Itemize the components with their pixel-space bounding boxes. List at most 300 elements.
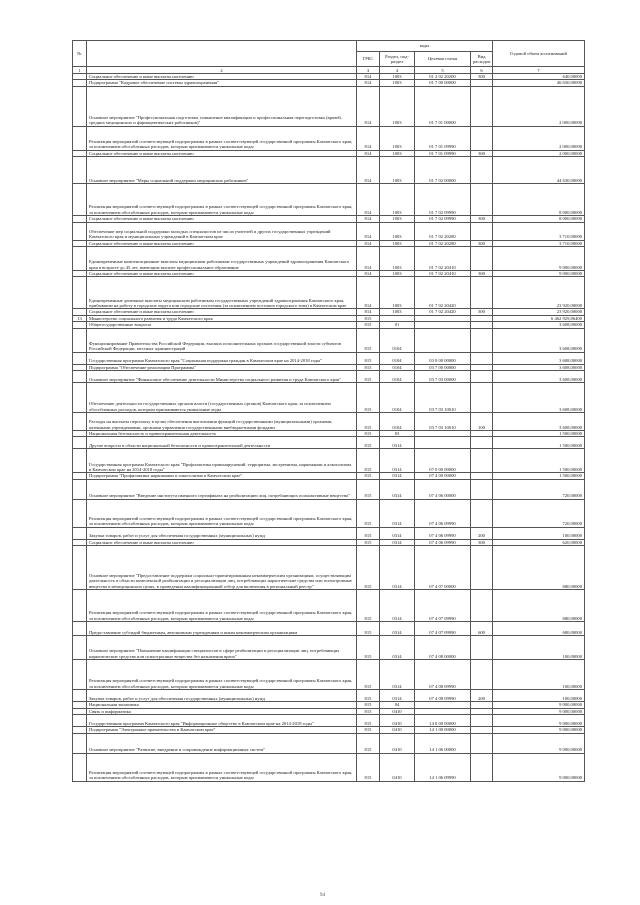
row-description: Государственная программа Камчатского края "Профилактика правонарушений, терроризма, экстремизма, наркомании и алкоголизма в Камчатском крае на 2014-2018 годы" — [87, 449, 357, 473]
section-code: 0410 — [380, 715, 415, 727]
section-code: 0314 — [380, 449, 415, 473]
annual-volume: 1 500,00000 — [493, 449, 585, 473]
target-article-code: 01 2 02 20200 — [415, 74, 471, 80]
annual-volume: 720,00000 — [493, 499, 585, 527]
expense-type-code — [471, 277, 493, 309]
column-number: 2 — [87, 67, 357, 74]
budget-table — [72, 40, 585, 782]
row-number — [73, 371, 87, 383]
section-code: 0314 — [380, 499, 415, 527]
table-row — [73, 184, 585, 216]
section-code: 0314 — [380, 590, 415, 622]
section-code: 0314 — [380, 437, 415, 449]
target-article-code: 01 7 02 20280 — [415, 222, 471, 240]
target-article-code: 03 7 03 00000 — [415, 371, 471, 383]
row-description: Обеспечение мер социальной поддержки молодых специалистов из числа учителей и других государственных учреждений Камчатского края и муниципальных учреждений в Камчатском крае — [87, 222, 357, 240]
row-number — [73, 247, 87, 271]
target-article-code: 07 4 06 09990 — [415, 499, 471, 527]
expense-type-code: 200 — [471, 527, 493, 539]
row-description: Подпрограмма "Электронное правительство в Камчатском крае" — [87, 727, 357, 733]
row-description: Закупка товаров, работ и услуг для обеспечения государственных (муниципальных) нужд — [87, 690, 357, 702]
grbs-code: 815 — [357, 371, 380, 383]
annual-volume: 9 000,00000 — [493, 702, 585, 708]
expense-type-code — [471, 449, 493, 473]
table-row — [73, 352, 585, 364]
grbs-code: 815 — [357, 449, 380, 473]
section-code: 0104 — [380, 371, 415, 383]
expense-type-code: 300 — [471, 216, 493, 222]
annual-volume: 9 000,00000 — [493, 271, 585, 277]
target-article-code: 07 4 07 00000 — [415, 546, 471, 590]
column-number: 3 — [357, 67, 380, 74]
table-row — [73, 590, 585, 622]
annual-volume: 3 608,00000 — [493, 352, 585, 364]
column-numbers-row — [73, 67, 585, 74]
expense-type-code — [471, 753, 493, 781]
target-article-code: 01 7 01 00000 — [415, 86, 471, 126]
annual-volume: 8 000,00000 — [493, 216, 585, 222]
section-code: 1003 — [380, 247, 415, 271]
row-number — [73, 328, 87, 352]
row-number — [73, 413, 87, 431]
grbs-code: 815 — [357, 352, 380, 364]
expense-type-code — [471, 352, 493, 364]
target-article-code: 01 7 01 09990 — [415, 150, 471, 156]
annual-volume: 8 000,00000 — [493, 184, 585, 216]
table-row — [73, 437, 585, 449]
grbs-code: 815 — [357, 733, 380, 753]
grbs-code: 814 — [357, 86, 380, 126]
table-row — [73, 126, 585, 150]
row-description: Закупка товаров, работ и услуг для обеспечения государственных (муниципальных) нужд — [87, 527, 357, 539]
annual-volume: 1 500,00000 — [493, 473, 585, 479]
annual-volume: 100,00000 — [493, 660, 585, 690]
section-code: 1003 — [380, 240, 415, 246]
target-article-code: 07 4 08 00000 — [415, 636, 471, 660]
row-number — [73, 636, 87, 660]
table-body — [73, 74, 585, 782]
annual-volume: 3 608,00000 — [493, 328, 585, 352]
table-row — [73, 479, 585, 499]
table-row — [73, 157, 585, 184]
grbs-code: 815 — [357, 590, 380, 622]
expense-type-code: 300 — [471, 240, 493, 246]
grbs-code: 815 — [357, 413, 380, 431]
section-code: 0104 — [380, 413, 415, 431]
table-row — [73, 753, 585, 781]
expense-type-column-header: Вид расходов — [471, 52, 493, 67]
annual-volume: 3 608,00000 — [493, 413, 585, 431]
row-description: Основное мероприятие "Повышение квалификации специалистов в сфере реабилитации и ресоциализации лиц, потребляющих наркотические средства или психотропные вещества без назначения врача" — [87, 636, 357, 660]
target-article-code: 01 7 02 20420 — [415, 277, 471, 309]
row-description: Единовременные компенсационные выплаты медицинским работникам государственных учреждений здравоохранения Камчатского края в возрасте до 45 лет, имеющим высшее профессиональное образование — [87, 247, 357, 271]
expense-type-code — [471, 636, 493, 660]
grbs-code: 814 — [357, 247, 380, 271]
grbs-code: 815 — [357, 473, 380, 479]
grbs-code: 815 — [357, 527, 380, 539]
row-number — [73, 499, 87, 527]
row-description: Реализация мероприятий соответствующей подпрограммы в рамках соответствующей государственной программы Камчатского края, за исключением обособленных расходов, которым присваиваются уникальные коды — [87, 126, 357, 150]
section-code: 0410 — [380, 733, 415, 753]
annual-volume: 3 710,00000 — [493, 240, 585, 246]
annual-volume: 44 630,00000 — [493, 157, 585, 184]
grbs-code: 815 — [357, 546, 380, 590]
row-number — [73, 86, 87, 126]
grbs-code: 814 — [357, 157, 380, 184]
row-number — [73, 126, 87, 150]
table-row — [73, 222, 585, 240]
table-row — [73, 636, 585, 660]
table-row — [73, 715, 585, 727]
table-row — [73, 247, 585, 271]
target-article-code: 14 1 06 09990 — [415, 753, 471, 781]
target-article-code: 01 7 02 20280 — [415, 240, 471, 246]
annual-volume: 2 000,00000 — [493, 126, 585, 150]
row-number — [73, 437, 87, 449]
expense-type-code — [471, 546, 493, 590]
expense-type-code — [471, 222, 493, 240]
section-code: 0410 — [380, 708, 415, 714]
section-code: 0314 — [380, 546, 415, 590]
annual-volume: 2 000,00000 — [493, 86, 585, 126]
grbs-code: 814 — [357, 309, 380, 315]
grbs-code: 815 — [357, 539, 380, 545]
annual-volume: 46 630,00000 — [493, 80, 585, 86]
annual-volume: 680,00000 — [493, 590, 585, 622]
row-number — [73, 184, 87, 216]
section-code: 01 — [380, 322, 415, 328]
annual-volume: 3 608,00000 — [493, 364, 585, 370]
section-code: 1003 — [380, 126, 415, 150]
table-row — [73, 690, 585, 702]
grbs-code: 815 — [357, 437, 380, 449]
annual-volume: 3 608,00000 — [493, 383, 585, 413]
target-article-code: 07 4 06 09990 — [415, 527, 471, 539]
section-code: 1003 — [380, 157, 415, 184]
section-code: 0314 — [380, 690, 415, 702]
expense-type-code: 600 — [471, 622, 493, 636]
annual-volume: 1 500,00000 — [493, 437, 585, 449]
grbs-code: 815 — [357, 753, 380, 781]
table-row — [73, 499, 585, 527]
row-description: Реализация мероприятий соответствующей подпрограммы в рамках соответствующей государственной программы Камчатского края, за исключением обособленных расходов, которым присваиваются уникальные коды — [87, 660, 357, 690]
expense-type-code — [471, 371, 493, 383]
section-code: 0314 — [380, 636, 415, 660]
grbs-column-header: ГРБС — [357, 52, 380, 67]
target-article-code: 07 4 07 09990 — [415, 622, 471, 636]
row-description: Связь и информатика — [87, 708, 357, 714]
column-number: 4 — [380, 67, 415, 74]
grbs-code: 815 — [357, 622, 380, 636]
table-row — [73, 413, 585, 431]
row-description: Министерство социального развития и труда Камчатского края — [87, 315, 357, 321]
section-code: 1003 — [380, 184, 415, 216]
table-row — [73, 527, 585, 539]
target-article-code — [415, 328, 471, 352]
row-number — [73, 715, 87, 727]
section-code: 1003 — [380, 222, 415, 240]
section-code: 1003 — [380, 150, 415, 156]
target-article-code: 07 4 08 09990 — [415, 660, 471, 690]
section-code: 0104 — [380, 328, 415, 352]
row-description: Реализация мероприятий соответствующей подпрограммы в рамках соответствующей государственной программы Камчатского края, за исключением обособленных расходов, которым присваиваются уникальные коды — [87, 499, 357, 527]
grbs-code: 815 — [357, 499, 380, 527]
grbs-code: 815 — [357, 383, 380, 413]
row-description: Предоставление субсидий бюджетным, автономным учреждениям и иным некоммерческим организациям — [87, 622, 357, 636]
annual-volume: 9 000,00000 — [493, 708, 585, 714]
annual-volume: 9 000,00000 — [493, 247, 585, 271]
row-description: Социальное обеспечение и иные выплаты населению — [87, 271, 357, 277]
section-code: 0410 — [380, 727, 415, 733]
annual-volume: 3 710,00000 — [493, 222, 585, 240]
grbs-code: 815 — [357, 479, 380, 499]
expense-type-code — [471, 499, 493, 527]
row-number — [73, 690, 87, 702]
annual-volume: 1 500,00000 — [493, 431, 585, 437]
section-code: 1003 — [380, 80, 415, 86]
row-number — [73, 157, 87, 184]
target-article-code: 07 4 07 09990 — [415, 590, 471, 622]
row-description: Основное мероприятие "Предоставление поддержки социально-ориентированным некоммерческим организациям, осуществляющим деятельность в области комплексной реабилитации и ресоциализации лиц, потребляющих наркотические средства или психотропные вещества в немедицинских целях, в проведении квалификационный отбор для включения в региональный реестр" — [87, 546, 357, 590]
target-article-code: 03 0 00 00000 — [415, 352, 471, 364]
expense-type-code: 300 — [471, 271, 493, 277]
row-description: Социальное обеспечение и иные выплаты населению — [87, 309, 357, 315]
expense-type-code — [471, 86, 493, 126]
annual-volume: 720,00000 — [493, 479, 585, 499]
section-code: 1003 — [380, 216, 415, 222]
row-description: Подпрограмма "Кадровое обеспечение системы здравоохранения" — [87, 80, 357, 86]
section-code: 1003 — [380, 74, 415, 80]
section-code: 0410 — [380, 753, 415, 781]
grbs-code: 815 — [357, 431, 380, 437]
section-code: 0104 — [380, 364, 415, 370]
codes-group-header: коды — [357, 41, 493, 52]
annual-volume: 2 000,00000 — [493, 150, 585, 156]
row-number — [73, 479, 87, 499]
table-row — [73, 546, 585, 590]
grbs-code: 814 — [357, 271, 380, 277]
target-article-code: 07 4 08 09990 — [415, 690, 471, 702]
section-code: 1003 — [380, 86, 415, 126]
annual-volume: 680,00000 — [493, 546, 585, 590]
grbs-code: 815 — [357, 364, 380, 370]
section-code: 0314 — [380, 539, 415, 545]
target-article-code: 14 1 06 00000 — [415, 733, 471, 753]
row-number — [73, 546, 87, 590]
annual-volume: 3 608,00000 — [493, 322, 585, 328]
section-code: 0314 — [380, 527, 415, 539]
row-description: Подпрограмма "Обеспечение реализации Программы" — [87, 364, 357, 370]
section-code: 0104 — [380, 383, 415, 413]
row-number — [73, 660, 87, 690]
target-article-code: 01 7 00 00000 — [415, 80, 471, 86]
expense-type-code — [471, 383, 493, 413]
annual-volume: 23 920,00000 — [493, 277, 585, 309]
row-description: Социальное обеспечение и иные выплаты населению — [87, 240, 357, 246]
section-code: 1003 — [380, 271, 415, 277]
target-article-code: 01 7 01 09990 — [415, 126, 471, 150]
row-description: Основное мероприятие "Развитие, внедрение и сопровождение информационных систем" — [87, 733, 357, 753]
grbs-code: 815 — [357, 328, 380, 352]
row-description: Социальное обеспечение и иные выплаты населению — [87, 216, 357, 222]
annual-volume: 100,00000 — [493, 636, 585, 660]
row-description: Обеспечение деятельности государственных органов власти (государственных органов) Камчатского края, за исключением обособленных расходов, которым присваиваются уникальные коды — [87, 383, 357, 413]
column-number: 1 — [73, 67, 87, 74]
row-number — [73, 527, 87, 539]
expense-type-code: 200 — [471, 690, 493, 702]
grbs-code: 814 — [357, 74, 380, 80]
expense-type-code — [471, 437, 493, 449]
budget-document-page — [72, 40, 584, 898]
column-number: 6 — [471, 67, 493, 74]
expense-type-code — [471, 715, 493, 727]
target-article-code: 03 7 03 10010 — [415, 383, 471, 413]
section-column-header: Раздел, под-раздел — [380, 52, 415, 67]
grbs-code: 814 — [357, 80, 380, 86]
row-number — [73, 753, 87, 781]
grbs-code: 815 — [357, 715, 380, 727]
expense-type-code: 300 — [471, 150, 493, 156]
annual-volume: 9 000,00000 — [493, 733, 585, 753]
row-number — [73, 622, 87, 636]
annual-volume: 9 000,00000 — [493, 753, 585, 781]
section-code: 0104 — [380, 352, 415, 364]
annual-volume: 6 462 929,86400 — [493, 315, 585, 321]
expense-type-code — [471, 590, 493, 622]
target-article-code: 01 7 02 20410 — [415, 271, 471, 277]
column-number: 7 — [493, 67, 585, 74]
grbs-code: 814 — [357, 150, 380, 156]
table-row — [73, 660, 585, 690]
row-number — [73, 277, 87, 309]
page-number: 94 — [320, 893, 325, 898]
row-description: Общегосударственные вопросы — [87, 322, 357, 328]
section-code: 0314 — [380, 479, 415, 499]
annual-volume: 3 608,00000 — [493, 371, 585, 383]
row-description: Основное мероприятие "Введение института именного сертификата на реабилитацию лиц, потребляющих психоактивные вещества" — [87, 479, 357, 499]
column-number: 5 — [415, 67, 471, 74]
row-description: Государственная программа Камчатского края "Социальная поддержка граждан в Камчатском крае на 2014-2018 годы" — [87, 352, 357, 364]
target-article-code: 01 7 02 00000 — [415, 157, 471, 184]
target-article-code — [415, 437, 471, 449]
grbs-code: 815 — [357, 636, 380, 660]
number-column-header: № — [73, 41, 87, 67]
row-description: Подпрограмма "Профилактика наркомании и алкоголизма в Камчатском крае" — [87, 473, 357, 479]
target-article-code: 01 7 02 20410 — [415, 247, 471, 271]
row-number: 13 — [73, 315, 87, 321]
grbs-code: 815 — [357, 708, 380, 714]
expense-type-code — [471, 660, 493, 690]
section-code: 0314 — [380, 473, 415, 479]
target-article-code: 03 7 03 10010 — [415, 413, 471, 431]
row-number — [73, 383, 87, 413]
grbs-code: 815 — [357, 315, 380, 321]
annual-volume: 680,00000 — [493, 622, 585, 636]
target-article-code: 03 7 00 00000 — [415, 364, 471, 370]
section-code: 1003 — [380, 309, 415, 315]
grbs-code: 815 — [357, 322, 380, 328]
target-article-code: 14 1 00 00000 — [415, 727, 471, 733]
grbs-code: 815 — [357, 690, 380, 702]
expense-type-code — [471, 157, 493, 184]
target-article-code: 01 7 02 20420 — [415, 309, 471, 315]
table-row — [73, 277, 585, 309]
expense-type-code — [471, 126, 493, 150]
annual-volume: 9 000,00000 — [493, 727, 585, 733]
target-article-code: 07 0 00 00000 — [415, 449, 471, 473]
section-code: 1003 — [380, 277, 415, 309]
expense-type-code: 300 — [471, 539, 493, 545]
table-row — [73, 86, 585, 126]
name-column-header — [87, 41, 357, 67]
annual-volume: 620,00000 — [493, 539, 585, 545]
target-article-code: 07 4 06 09990 — [415, 539, 471, 545]
row-description: Реализация мероприятий соответствующей подпрограммы в рамках соответствующей государственной программы Камчатского края, за исключением обособленных расходов, которым присваиваются уникальные коды — [87, 753, 357, 781]
table-row — [73, 383, 585, 413]
grbs-code: 814 — [357, 222, 380, 240]
expense-type-code: 300 — [471, 309, 493, 315]
target-column-header: Целевая статья — [415, 52, 471, 67]
row-description: Социальное обеспечение и иные выплаты населению — [87, 74, 357, 80]
section-code: 04 — [380, 702, 415, 708]
expense-type-code — [471, 184, 493, 216]
annual-volume: 100,00000 — [493, 527, 585, 539]
section-code: 03 — [380, 431, 415, 437]
grbs-code: 814 — [357, 216, 380, 222]
target-article-code: 01 7 02 09990 — [415, 216, 471, 222]
table-row — [73, 328, 585, 352]
row-description: Национальная экономика — [87, 702, 357, 708]
expense-type-code — [471, 733, 493, 753]
annual-volume: 640,00000 — [493, 74, 585, 80]
section-code: 0314 — [380, 622, 415, 636]
volume-column-header: Годовой объем ассигнований — [493, 41, 585, 67]
row-number — [73, 222, 87, 240]
expense-type-code — [471, 328, 493, 352]
row-number — [73, 590, 87, 622]
row-number — [73, 733, 87, 753]
row-number — [73, 449, 87, 473]
target-article-code: 07 4 00 00000 — [415, 473, 471, 479]
grbs-code: 814 — [357, 277, 380, 309]
row-description: Социальное обеспечение и иные выплаты населению — [87, 150, 357, 156]
table-row — [73, 449, 585, 473]
annual-volume: 23 920,00000 — [493, 309, 585, 315]
row-description: Основное мероприятие "Профессиональная подготовка, повышение квалификации и профессиональная переподготовка (врачей, средних медицинских и фармацевтических работников)" — [87, 86, 357, 126]
expense-type-code — [471, 247, 493, 271]
expense-type-code: 100 — [471, 413, 493, 431]
grbs-code: 815 — [357, 702, 380, 708]
target-article-code: 14 0 00 00000 — [415, 715, 471, 727]
row-description: Национальная безопасность и правоохранительная деятельность — [87, 431, 357, 437]
row-description: Социальное обеспечение и иные выплаты населению — [87, 539, 357, 545]
annual-volume: 9 000,00000 — [493, 715, 585, 727]
section-code: 0314 — [380, 660, 415, 690]
row-description: Реализация мероприятий соответствующей подпрограммы в рамках соответствующей государственной программы Камчатского края, за исключением обособленных расходов, которым присваиваются уникальные коды — [87, 184, 357, 216]
target-article-code: 07 4 06 00000 — [415, 479, 471, 499]
table-row — [73, 371, 585, 383]
row-description: Основное мероприятие "Финансовое обеспечение деятельности Министерства социального развития и труда Камчатского края" — [87, 371, 357, 383]
table-row — [73, 622, 585, 636]
grbs-code: 814 — [357, 240, 380, 246]
row-description: Другие вопросы в области национальной безопасности и правоохранительной деятельности — [87, 437, 357, 449]
row-number — [73, 352, 87, 364]
expense-type-code — [471, 479, 493, 499]
row-description: Единовременные денежные выплаты медицинским работникам государственных учреждений здравоохранения Камчатского края, прибывшим на работу в городские округа или городские поселения (за исключением поселков городского типа) в Камчатском крае — [87, 277, 357, 309]
grbs-code: 814 — [357, 126, 380, 150]
grbs-code: 815 — [357, 660, 380, 690]
annual-volume: 100,00000 — [493, 690, 585, 702]
